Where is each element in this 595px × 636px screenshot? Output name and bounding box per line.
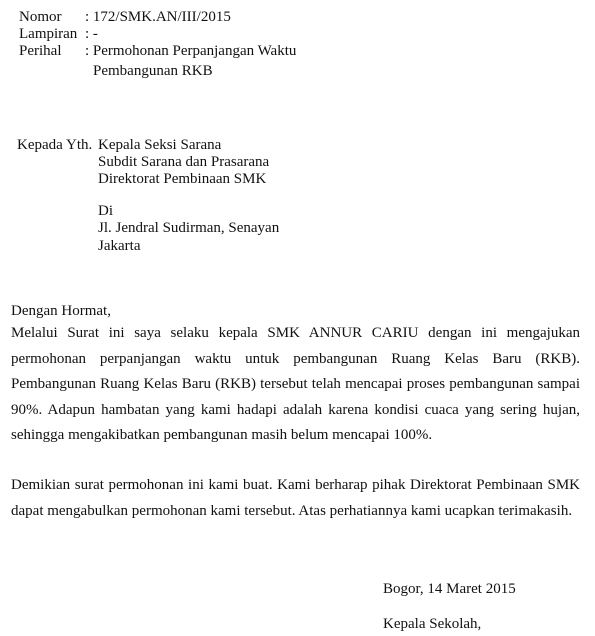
address-line: Jl. Jendral Sudirman, Senayan: [98, 220, 280, 236]
recipient-line: Kepala Seksi Sarana: [98, 137, 222, 153]
meta-label-nomor: Nomor: [19, 9, 62, 25]
greeting: Dengan Hormat,: [11, 303, 111, 319]
meta-value-perihal: : Permohonan Perpanjangan Waktu: [85, 43, 297, 59]
recipient-line: Subdit Sarana dan Prasarana: [98, 154, 270, 170]
meta-label-perihal: Perihal: [19, 43, 62, 59]
address-line: Jakarta: [98, 238, 141, 254]
recipient-line: Direktorat Pembinaan SMK: [98, 171, 267, 187]
meta-value-nomor: : 172/SMK.AN/III/2015: [85, 9, 231, 25]
body-paragraph: Demikian surat permohonan ini kami buat. Kami berharap pihak Direktorat Pembinaan SMK dapat mengabulkan permohonan kami tersebut. Atas perhatiannya kami ucapkan terimakasih.: [11, 477, 580, 519]
place-date: Bogor, 14 Maret 2015: [383, 581, 516, 597]
recipient-label: Kepada Yth.: [17, 137, 93, 153]
body-paragraph: Melalui Surat ini saya selaku kepala SMK ANNUR CARIU dengan ini mengajukan permohonan perpanjangan waktu untuk pembangunan Ruang Kelas Baru (RKB). Pembangunan Ruang Kelas Baru (RKB) tersebut telah mencapai proses pembangunan sampai 90%. Adapun hambatan yang kami hadapi adalah karena kondisi cuaca yang sering hujan, sehingga mengakibatkan pembangunan masih belum mencapai 100%.: [11, 325, 580, 443]
meta-label-lampiran: Lampiran: [19, 26, 78, 42]
meta-value-lampiran: : -: [85, 26, 98, 42]
subject-continuation: Pembangunan RKB: [93, 63, 213, 79]
address-line: Di: [98, 203, 113, 219]
signatory-title: Kepala Sekolah,: [383, 616, 482, 632]
